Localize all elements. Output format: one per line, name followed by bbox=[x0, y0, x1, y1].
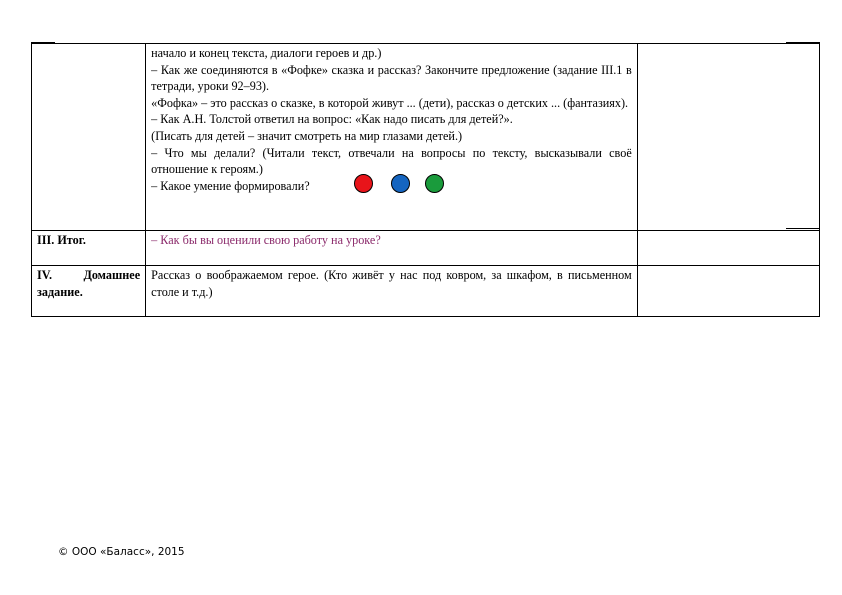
stage-cell bbox=[32, 266, 146, 317]
text-line: (Писать для детей – значит смотреть на мир глазами детей.) bbox=[151, 128, 463, 143]
homework-text: Рассказ о воображаемом герое. (Кто живёт у нас под ковром, за шкафом, в письменном столе и т.д.) bbox=[151, 268, 632, 299]
stage-label: III. Итог. bbox=[37, 233, 86, 247]
table-row bbox=[32, 231, 820, 266]
notes-cell bbox=[637, 231, 819, 266]
content-cell bbox=[146, 266, 638, 317]
text-line: – Какое умение формировали? bbox=[151, 178, 310, 193]
table-edge-mark bbox=[31, 42, 55, 43]
table-edge-mark bbox=[786, 228, 820, 229]
text-line: – Как же соединяются в «Фофке» сказка и рассказ? Закончите предложение (задание III.1 в тетради, уроки 92–93). bbox=[151, 62, 632, 94]
content-cell bbox=[146, 44, 638, 231]
copyright-footer: © ООО «Баласс», 2015 bbox=[58, 546, 185, 558]
table-row bbox=[32, 266, 820, 317]
table-row bbox=[32, 44, 820, 231]
stage-cell bbox=[32, 231, 146, 266]
content-cell bbox=[146, 231, 638, 266]
stage-cell bbox=[32, 44, 146, 231]
question-text: – Как бы вы оценили свою работу на уроке? bbox=[151, 233, 381, 247]
stage-label: IV. Домашнее задание. bbox=[37, 268, 141, 299]
table-edge-mark bbox=[786, 42, 820, 43]
lesson-plan-table bbox=[31, 43, 820, 317]
notes-cell bbox=[637, 266, 819, 317]
text-line: начало и конец текста, диалоги героев и др.) bbox=[151, 46, 382, 60]
text-line: – Что мы делали? (Читали текст, отвечали на вопросы по тексту, высказывали своё отношение к героям.) bbox=[151, 145, 632, 177]
text-line: – Как А.Н. Толстой ответил на вопрос: «Как надо писать для детей?». bbox=[151, 112, 513, 127]
text-line: «Фофка» – это рассказ о сказке, в которой живут ... (дети), рассказ о детских ... (фантазиях). bbox=[151, 95, 629, 110]
notes-cell bbox=[637, 44, 819, 231]
